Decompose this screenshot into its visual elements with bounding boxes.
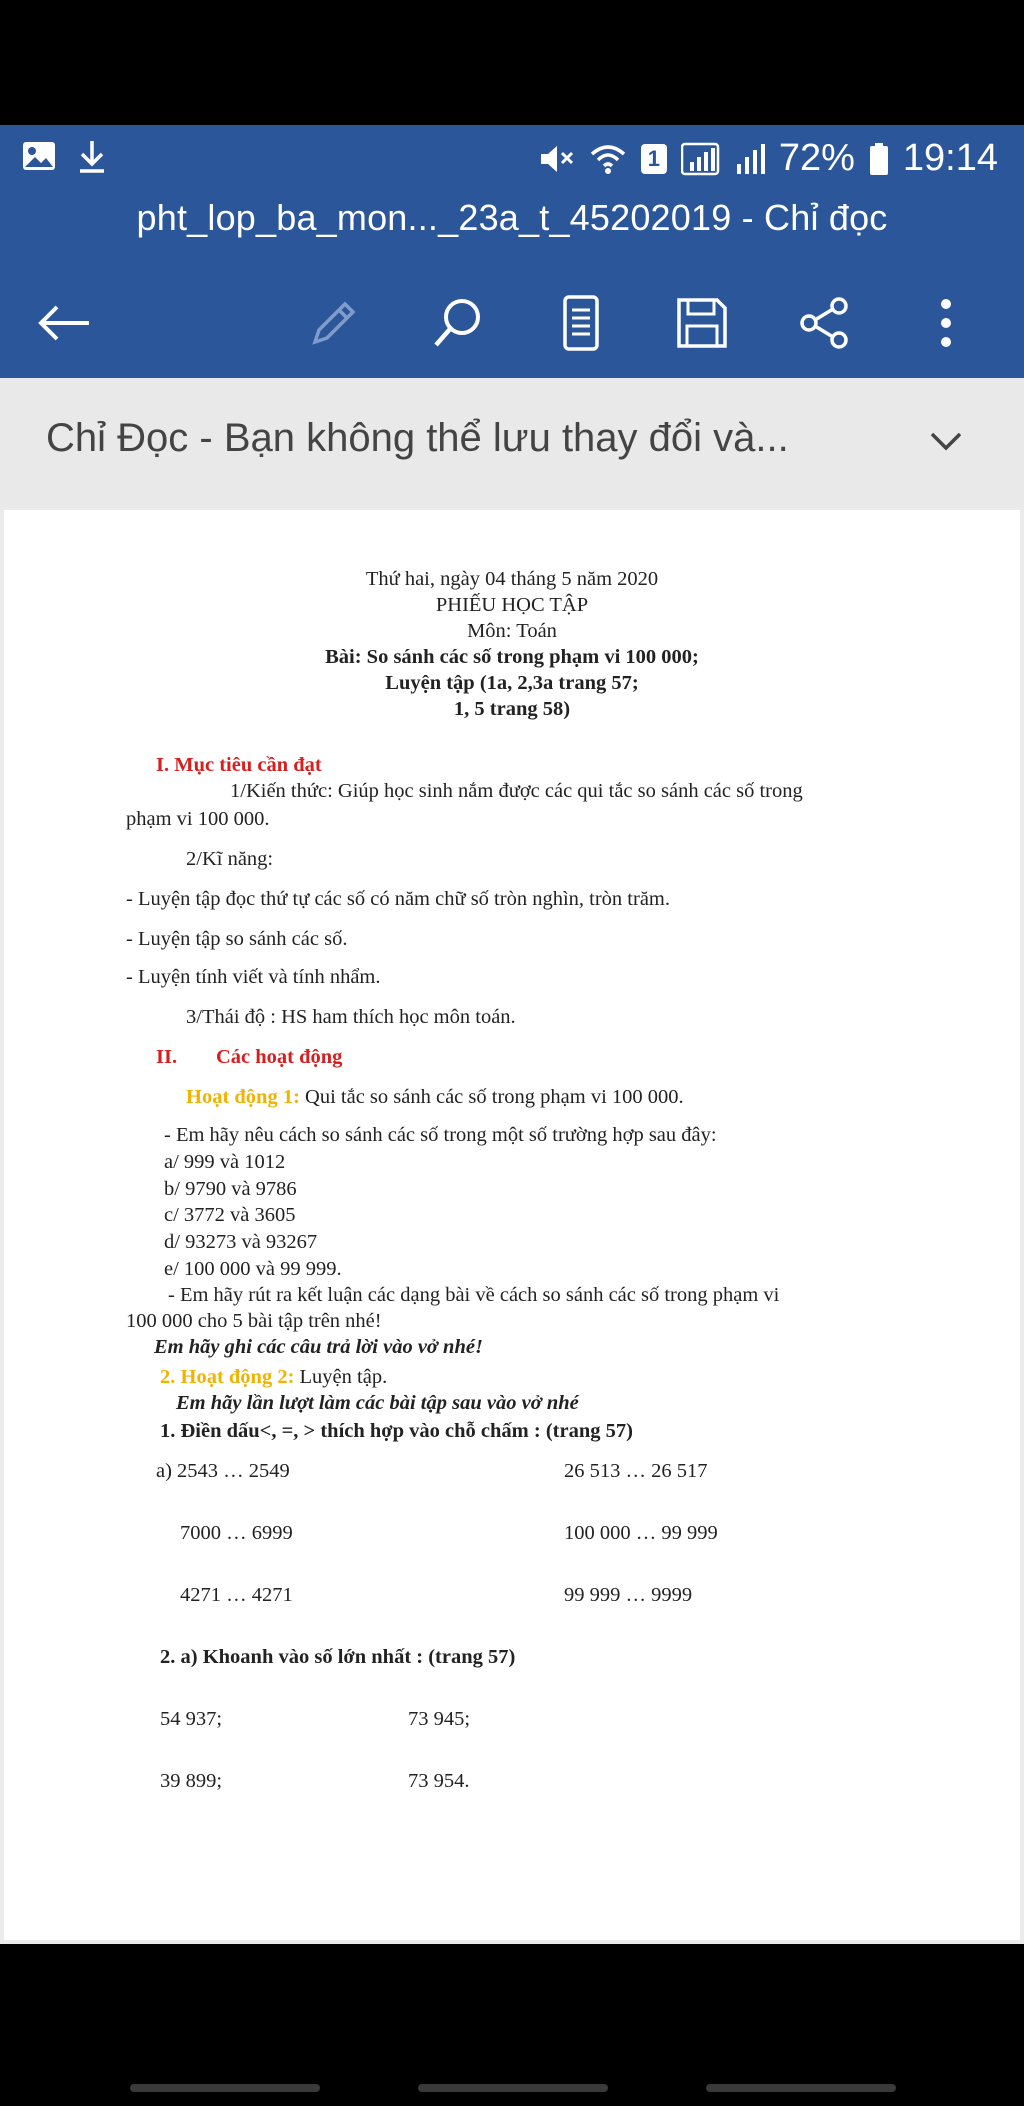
case-c: c/ 3772 và 3605: [164, 1204, 296, 1226]
knowledge-line-2: phạm vi 100 000.: [126, 808, 270, 830]
exercise-1-row-3-left: 4271 … 4271: [180, 1584, 293, 1606]
activity-2-text: Luyện tập.: [299, 1366, 388, 1388]
screen-bottom-bezel: [0, 1944, 1024, 2106]
activity-1-prompt: - Em hãy nêu cách so sánh các số trong một số trường hợp sau đây:: [164, 1124, 717, 1146]
activity-2-label: 2. Hoạt động 2:: [160, 1366, 295, 1388]
pencil-icon: [307, 296, 361, 350]
share-button[interactable]: [794, 293, 854, 353]
signal-icon: [681, 142, 721, 176]
exercise-1-row-1-right: 26 513 … 26 517: [564, 1460, 708, 1482]
knowledge-line-1: 1/Kiến thức: Giúp học sinh nắm được các qui tắc so sánh các số trong: [230, 780, 803, 802]
app-header: [0, 125, 1024, 378]
note-2: Em hãy lần lượt làm các bài tập sau vào vở nhé: [176, 1392, 579, 1414]
activity-2-line: [160, 1366, 387, 1389]
skill-item-1: - Luyện tập đọc thứ tự các số có năm chữ số tròn nghìn, tròn trăm.: [126, 888, 670, 910]
back-arrow-icon: [37, 303, 91, 343]
conclude-line-1: - Em hãy rút ra kết luận các dạng bài về cách so sánh các số trong phạm vi: [168, 1284, 780, 1306]
case-b: b/ 9790 và 9786: [164, 1178, 297, 1200]
chevron-down-icon[interactable]: [926, 422, 966, 462]
doc-date: Thứ hai, ngày 04 tháng 5 năm 2020: [365, 568, 659, 590]
exercise-1-row-2-right: 100 000 … 99 999: [564, 1522, 718, 1544]
activity-1-label: Hoạt động 1:: [186, 1086, 300, 1108]
read-only-banner[interactable]: [0, 378, 1024, 510]
note-1: Em hãy ghi các câu trả lời vào vở nhé!: [154, 1336, 483, 1358]
section-2-title: Các hoạt động: [216, 1046, 343, 1068]
screen-top-bezel: [0, 0, 1024, 125]
signal-2-icon: [735, 142, 765, 176]
share-icon: [797, 296, 851, 350]
edit-button[interactable]: [304, 293, 364, 353]
conclude-line-2: 100 000 cho 5 bài tập trên nhé!: [126, 1310, 382, 1332]
doc-lesson-line-1: Bài: So sánh các số trong phạm vi 100 000;: [325, 646, 699, 668]
nav-bar-left[interactable]: [130, 2084, 320, 2092]
battery-icon: [869, 142, 889, 176]
back-button[interactable]: [34, 293, 94, 353]
doc-heading: PHIẾU HỌC TẬP: [435, 594, 589, 616]
attitude-line: 3/Thái độ : HS ham thích học môn toán.: [186, 1006, 516, 1028]
search-button[interactable]: [428, 293, 488, 353]
exercise-2-row-2-right: 73 954.: [408, 1770, 470, 1792]
doc-subject: Môn: Toán: [467, 620, 557, 642]
exercise-2-row-2-left: 39 899;: [160, 1770, 223, 1792]
more-icon: [938, 296, 954, 350]
activity-1-text: Qui tắc so sánh các số trong phạm vi 100 000.: [305, 1086, 684, 1108]
sim-badge: 1: [641, 144, 667, 174]
case-a: a/ 999 và 1012: [164, 1151, 286, 1173]
mobile-view-icon: [561, 295, 601, 351]
save-icon: [675, 296, 729, 350]
battery-percent: 72%: [778, 137, 855, 179]
banner-text: Chỉ Đọc - Bạn không thể lưu thay đổi và...: [46, 416, 789, 460]
doc-lesson-line-2: Luyện tập (1a, 2,3a trang 57;: [385, 672, 639, 694]
more-options-button[interactable]: [916, 293, 976, 353]
nav-bar-right[interactable]: [706, 2084, 896, 2092]
mute-icon: [537, 142, 575, 176]
activity-1-line: [186, 1086, 684, 1109]
doc-lesson-line-3: 1, 5 trang 58): [453, 698, 571, 720]
skill-item-3: - Luyện tính viết và tính nhẩm.: [126, 966, 381, 988]
skills-title: 2/Kĩ năng:: [186, 848, 274, 870]
document-area[interactable]: [0, 508, 1024, 1944]
search-icon: [430, 295, 486, 351]
exercise-2-row-1-right: 73 945;: [408, 1708, 471, 1730]
status-bar: [0, 125, 1024, 195]
mobile-view-button[interactable]: [551, 293, 611, 353]
exercise-1-title: 1. Điền dấu<, =, > thích hợp vào chỗ chấm : (trang 57): [160, 1420, 633, 1442]
exercise-2-title: 2. a) Khoanh vào số lớn nhất : (trang 57): [160, 1646, 516, 1668]
exercise-1-row-3-right: 99 999 … 9999: [564, 1584, 693, 1606]
gallery-icon: [22, 141, 56, 171]
section-1-title: I. Mục tiêu cần đạt: [156, 754, 322, 776]
exercise-1-row-1-left: a) 2543 … 2549: [156, 1460, 290, 1482]
exercise-1-row-2-left: 7000 … 6999: [180, 1522, 293, 1544]
save-button[interactable]: [672, 293, 732, 353]
case-d: d/ 93273 và 93267: [164, 1231, 318, 1253]
exercise-2-row-1-left: 54 937;: [160, 1708, 223, 1730]
section-2-number: II.: [156, 1046, 178, 1068]
document-title: pht_lop_ba_mon..._23a_t_45202019 - Chỉ đọc: [136, 197, 888, 238]
wifi-icon: [589, 142, 627, 176]
document-page: [4, 510, 1020, 1940]
clock: 19:14: [902, 137, 998, 179]
case-e: e/ 100 000 và 99 999.: [164, 1258, 342, 1280]
download-icon: [78, 139, 106, 173]
nav-bar-center[interactable]: [418, 2084, 608, 2092]
skill-item-2: - Luyện tập so sánh các số.: [126, 928, 348, 950]
toolbar: [0, 275, 1024, 365]
